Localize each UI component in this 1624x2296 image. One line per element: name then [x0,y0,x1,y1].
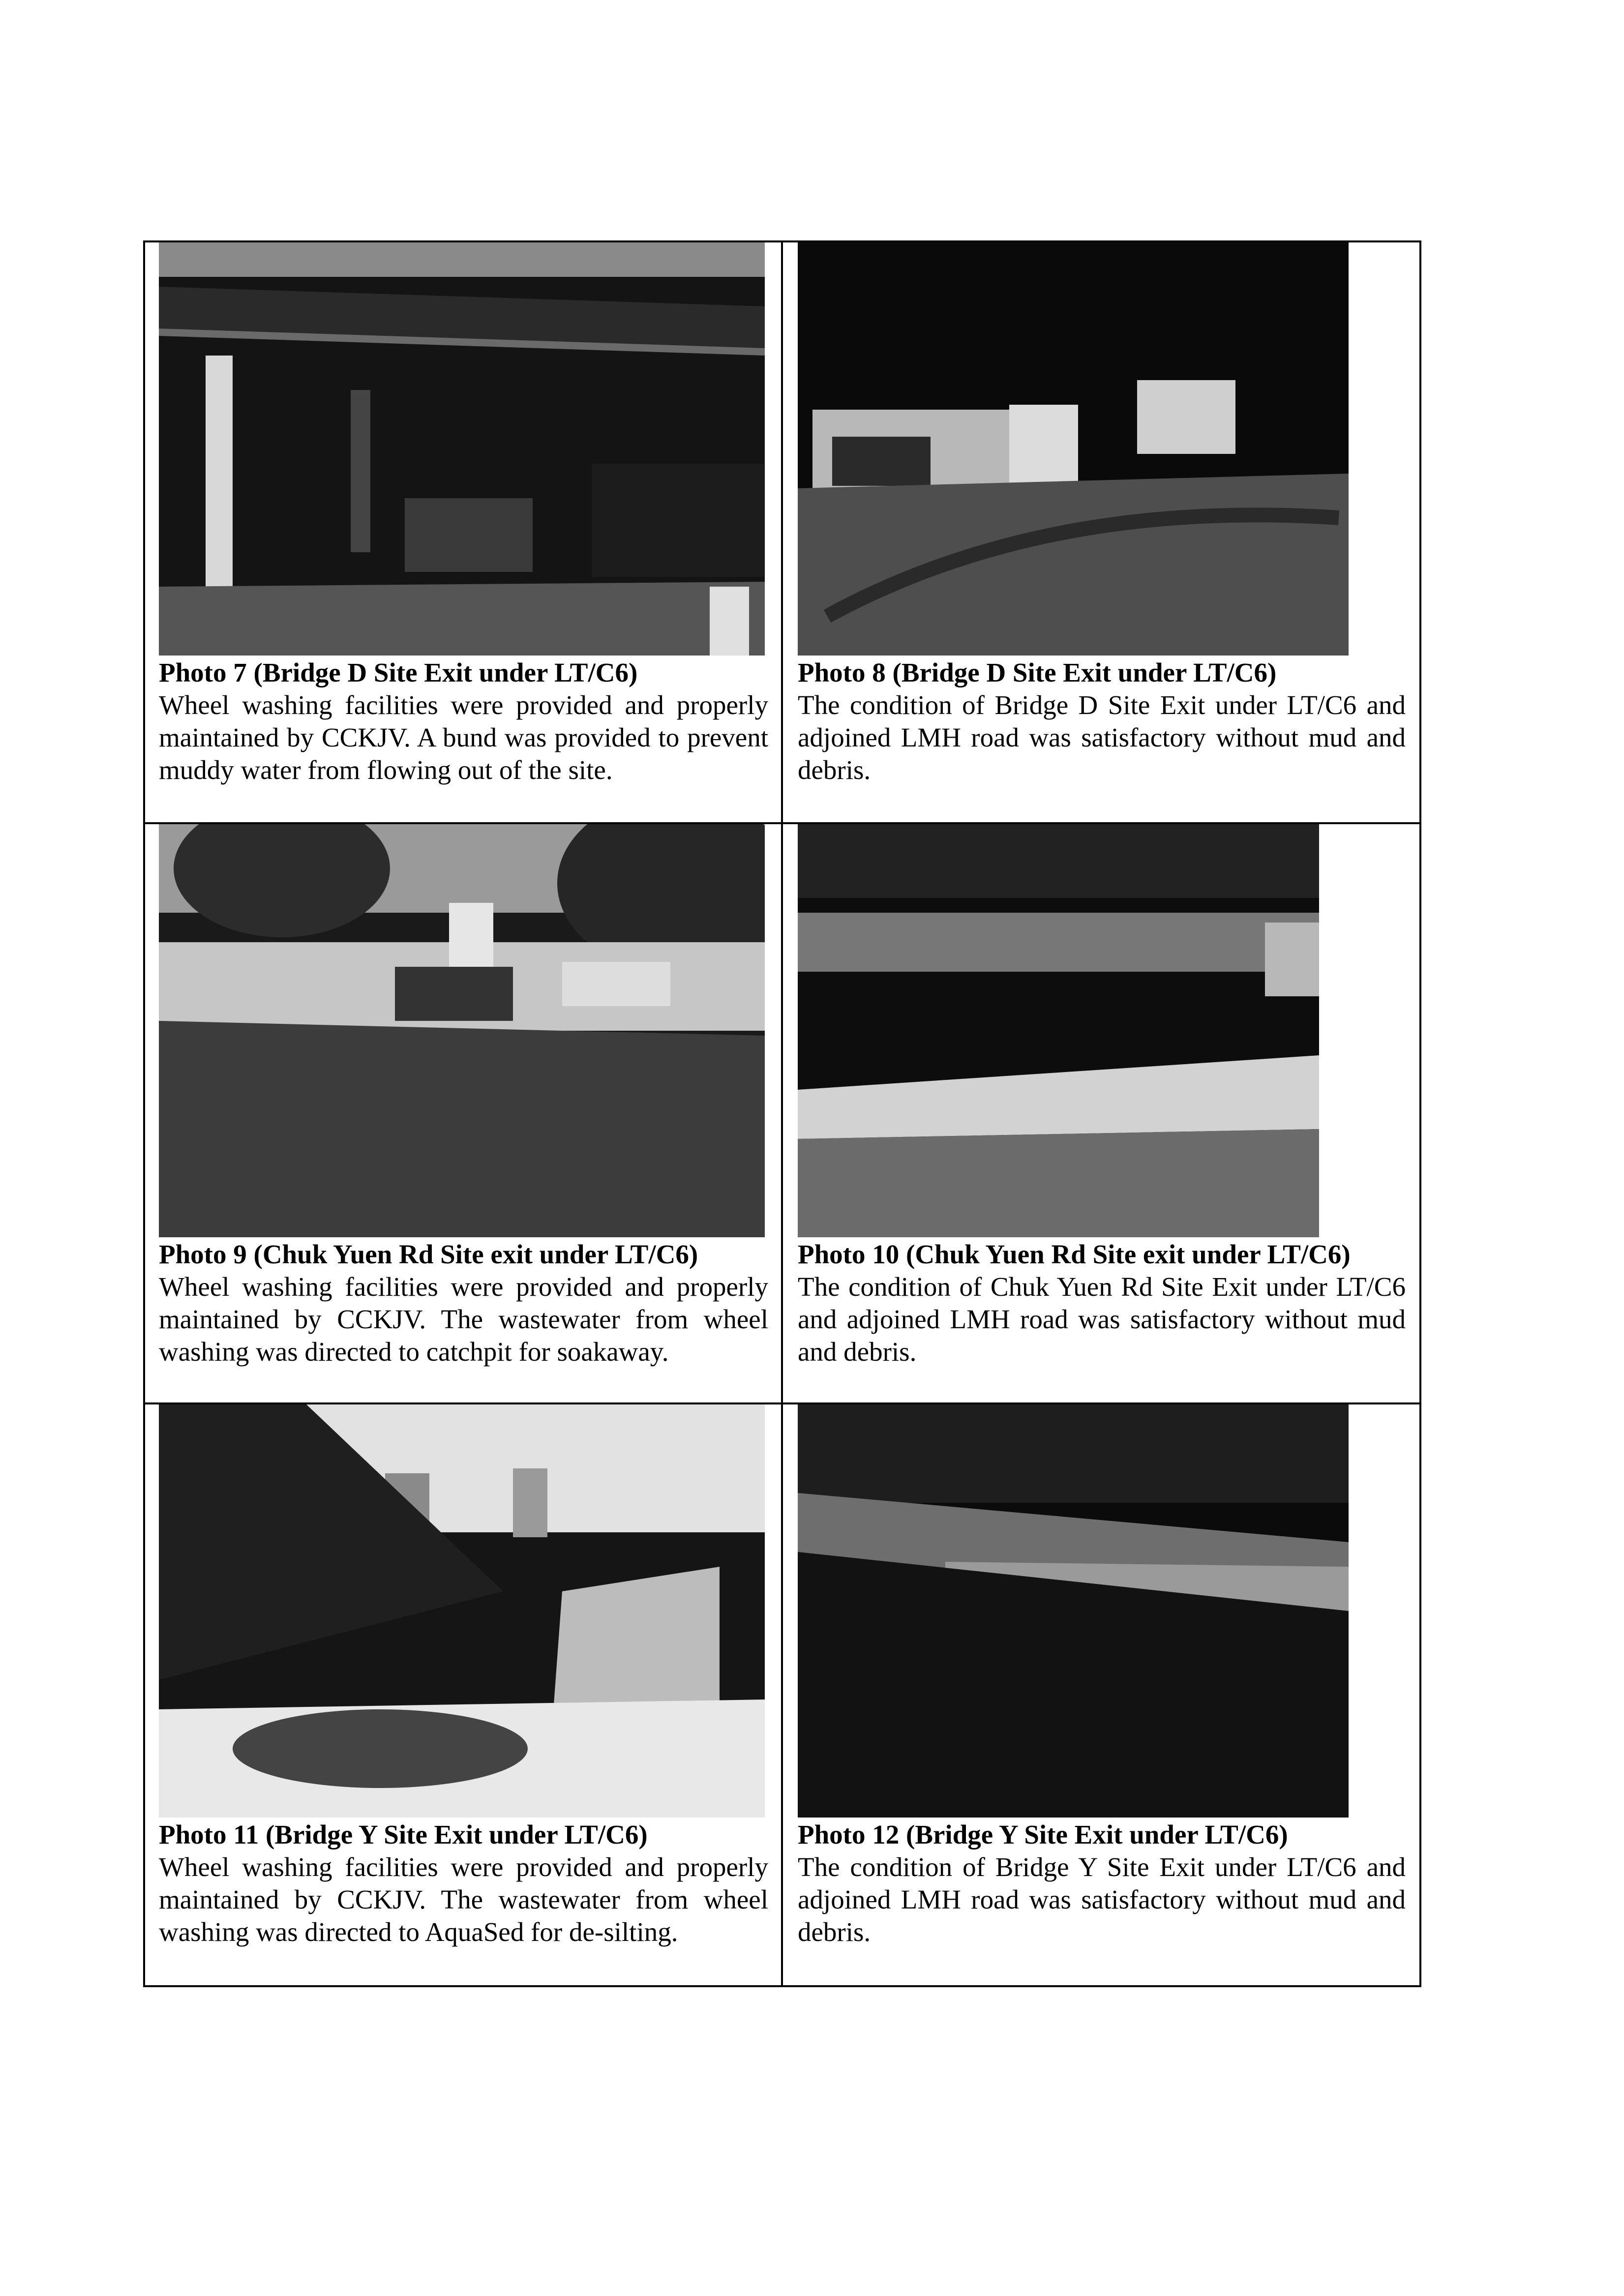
photo-caption-11 [159,1819,768,1948]
photo-description-7: Wheel washing facilities were provided and properly maintained by CCKJV. A bund was provided to prevent muddy water from flowing out of the site. [159,690,768,785]
photo-cell-12 [783,1404,1419,1985]
photo-title-12: Photo 12 (Bridge Y Site Exit under LT/C6) [798,1819,1288,1849]
photo-image-11 [159,1404,765,1818]
photo-caption-8 [798,656,1406,786]
photo-cell-7 [145,242,783,824]
photo-cell-9 [145,824,783,1404]
photo-caption-7 [159,656,768,786]
photo-description-11: Wheel washing facilities were provided and properly maintained by CCKJV. The wastewater from wheel washing was directed to AquaSed for de-silting. [159,1852,768,1947]
photo-caption-12 [798,1819,1406,1948]
photo-record-table [143,240,1421,1987]
photo-image-9 [159,824,765,1237]
photo-title-7: Photo 7 (Bridge D Site Exit under LT/C6) [159,657,638,687]
photo-caption-9 [159,1238,768,1368]
photo-cell-11 [145,1404,783,1985]
photo-cell-10 [783,824,1419,1404]
photo-title-8: Photo 8 (Bridge D Site Exit under LT/C6) [798,657,1277,687]
photo-description-12: The condition of Bridge Y Site Exit under LT/C6 and adjoined LMH road was satisfactory without mud and debris. [798,1852,1406,1947]
photo-cell-8 [783,242,1419,824]
photo-image-8 [798,242,1349,656]
photo-description-10: The condition of Chuk Yuen Rd Site Exit under LT/C6 and adjoined LMH road was satisfactory without mud and debris. [798,1272,1406,1367]
photo-title-9: Photo 9 (Chuk Yuen Rd Site exit under LT/C6) [159,1239,698,1269]
photo-image-7 [159,242,765,656]
photo-caption-10 [798,1238,1406,1368]
photo-description-9: Wheel washing facilities were provided and properly maintained by CCKJV. The wastewater from wheel washing was directed to catchpit for soakaway. [159,1272,768,1367]
photo-image-10 [798,824,1319,1237]
photo-description-8: The condition of Bridge D Site Exit under LT/C6 and adjoined LMH road was satisfactory without mud and debris. [798,690,1406,785]
photo-title-11: Photo 11 (Bridge Y Site Exit under LT/C6) [159,1819,648,1849]
photo-image-12 [798,1404,1349,1818]
photo-title-10: Photo 10 (Chuk Yuen Rd Site exit under LT/C6) [798,1239,1351,1269]
